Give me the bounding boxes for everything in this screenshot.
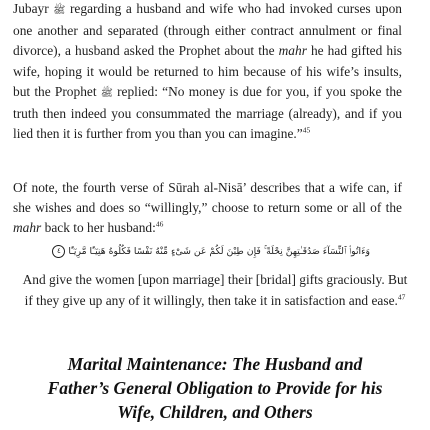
verse-text: وَءَاتُوا۟ ٱلنِّسَآءَ صَدُقَـٰتِهِنَّ نِحْلَةً ۚ فَإِن طِبْنَ لَكُمْ عَن شَىْءٍ مِّنْهُ نَفْسًا فَكُلُوهُ هَنِيٓـًٔا مَّرِيٓـًٔا [68, 246, 370, 257]
section-heading [10, 352, 420, 424]
quran-verse-arabic [56, 244, 370, 260]
translation-text: And give the women [upon marriage] their [bridal] gifts graciously. But if they give up any of it willingly, then take it in satisfaction and ease. [22, 272, 408, 308]
text-run: Jubayr [13, 1, 49, 16]
honorific-glyph: ﷺ [53, 5, 66, 16]
footnote-ref-45[interactable]: 45 [302, 125, 311, 135]
heading-line-3: Wife, Children, and Others [117, 402, 313, 422]
paragraph-note [13, 178, 402, 239]
paragraph-hadith [13, 0, 402, 144]
text-run: he had gifted his wife, hoping it would be returned to him because of his wife’s insults, but the Prophet [13, 43, 402, 99]
heading-line-2: Father’s General Obligation to Provide for his [47, 378, 383, 398]
text-run: regarding a husband and wife who had invoked curses upon one another and separated (through either contract annulment or final divorce), a husband asked the Prophet about the [13, 1, 402, 59]
term-mahr: mahr [13, 220, 42, 236]
verse-translation [18, 269, 412, 311]
term-mahr: mahr [278, 43, 307, 59]
text-run: replied: “No money is due for you, if you spoke the truth then indeed you consummated the marriage (already), and if you lied then it is further from you than you can imagine.” [13, 83, 403, 142]
honorific-glyph: ﷺ [100, 87, 113, 99]
text-run: back to her husband: [41, 220, 156, 236]
footnote-ref-47[interactable]: 47 [397, 292, 406, 302]
heading-line-1: Marital Maintenance: The Husband and [67, 354, 363, 374]
text-run: Of note, the fourth verse of Sūrah al-Nisā’ describes that a wife can, if she wishes and does so “willingly,” choose to return some or all of the [13, 180, 402, 216]
verse-number-marker: ٤ [52, 245, 65, 258]
footnote-ref-46[interactable]: 46 [155, 219, 164, 229]
